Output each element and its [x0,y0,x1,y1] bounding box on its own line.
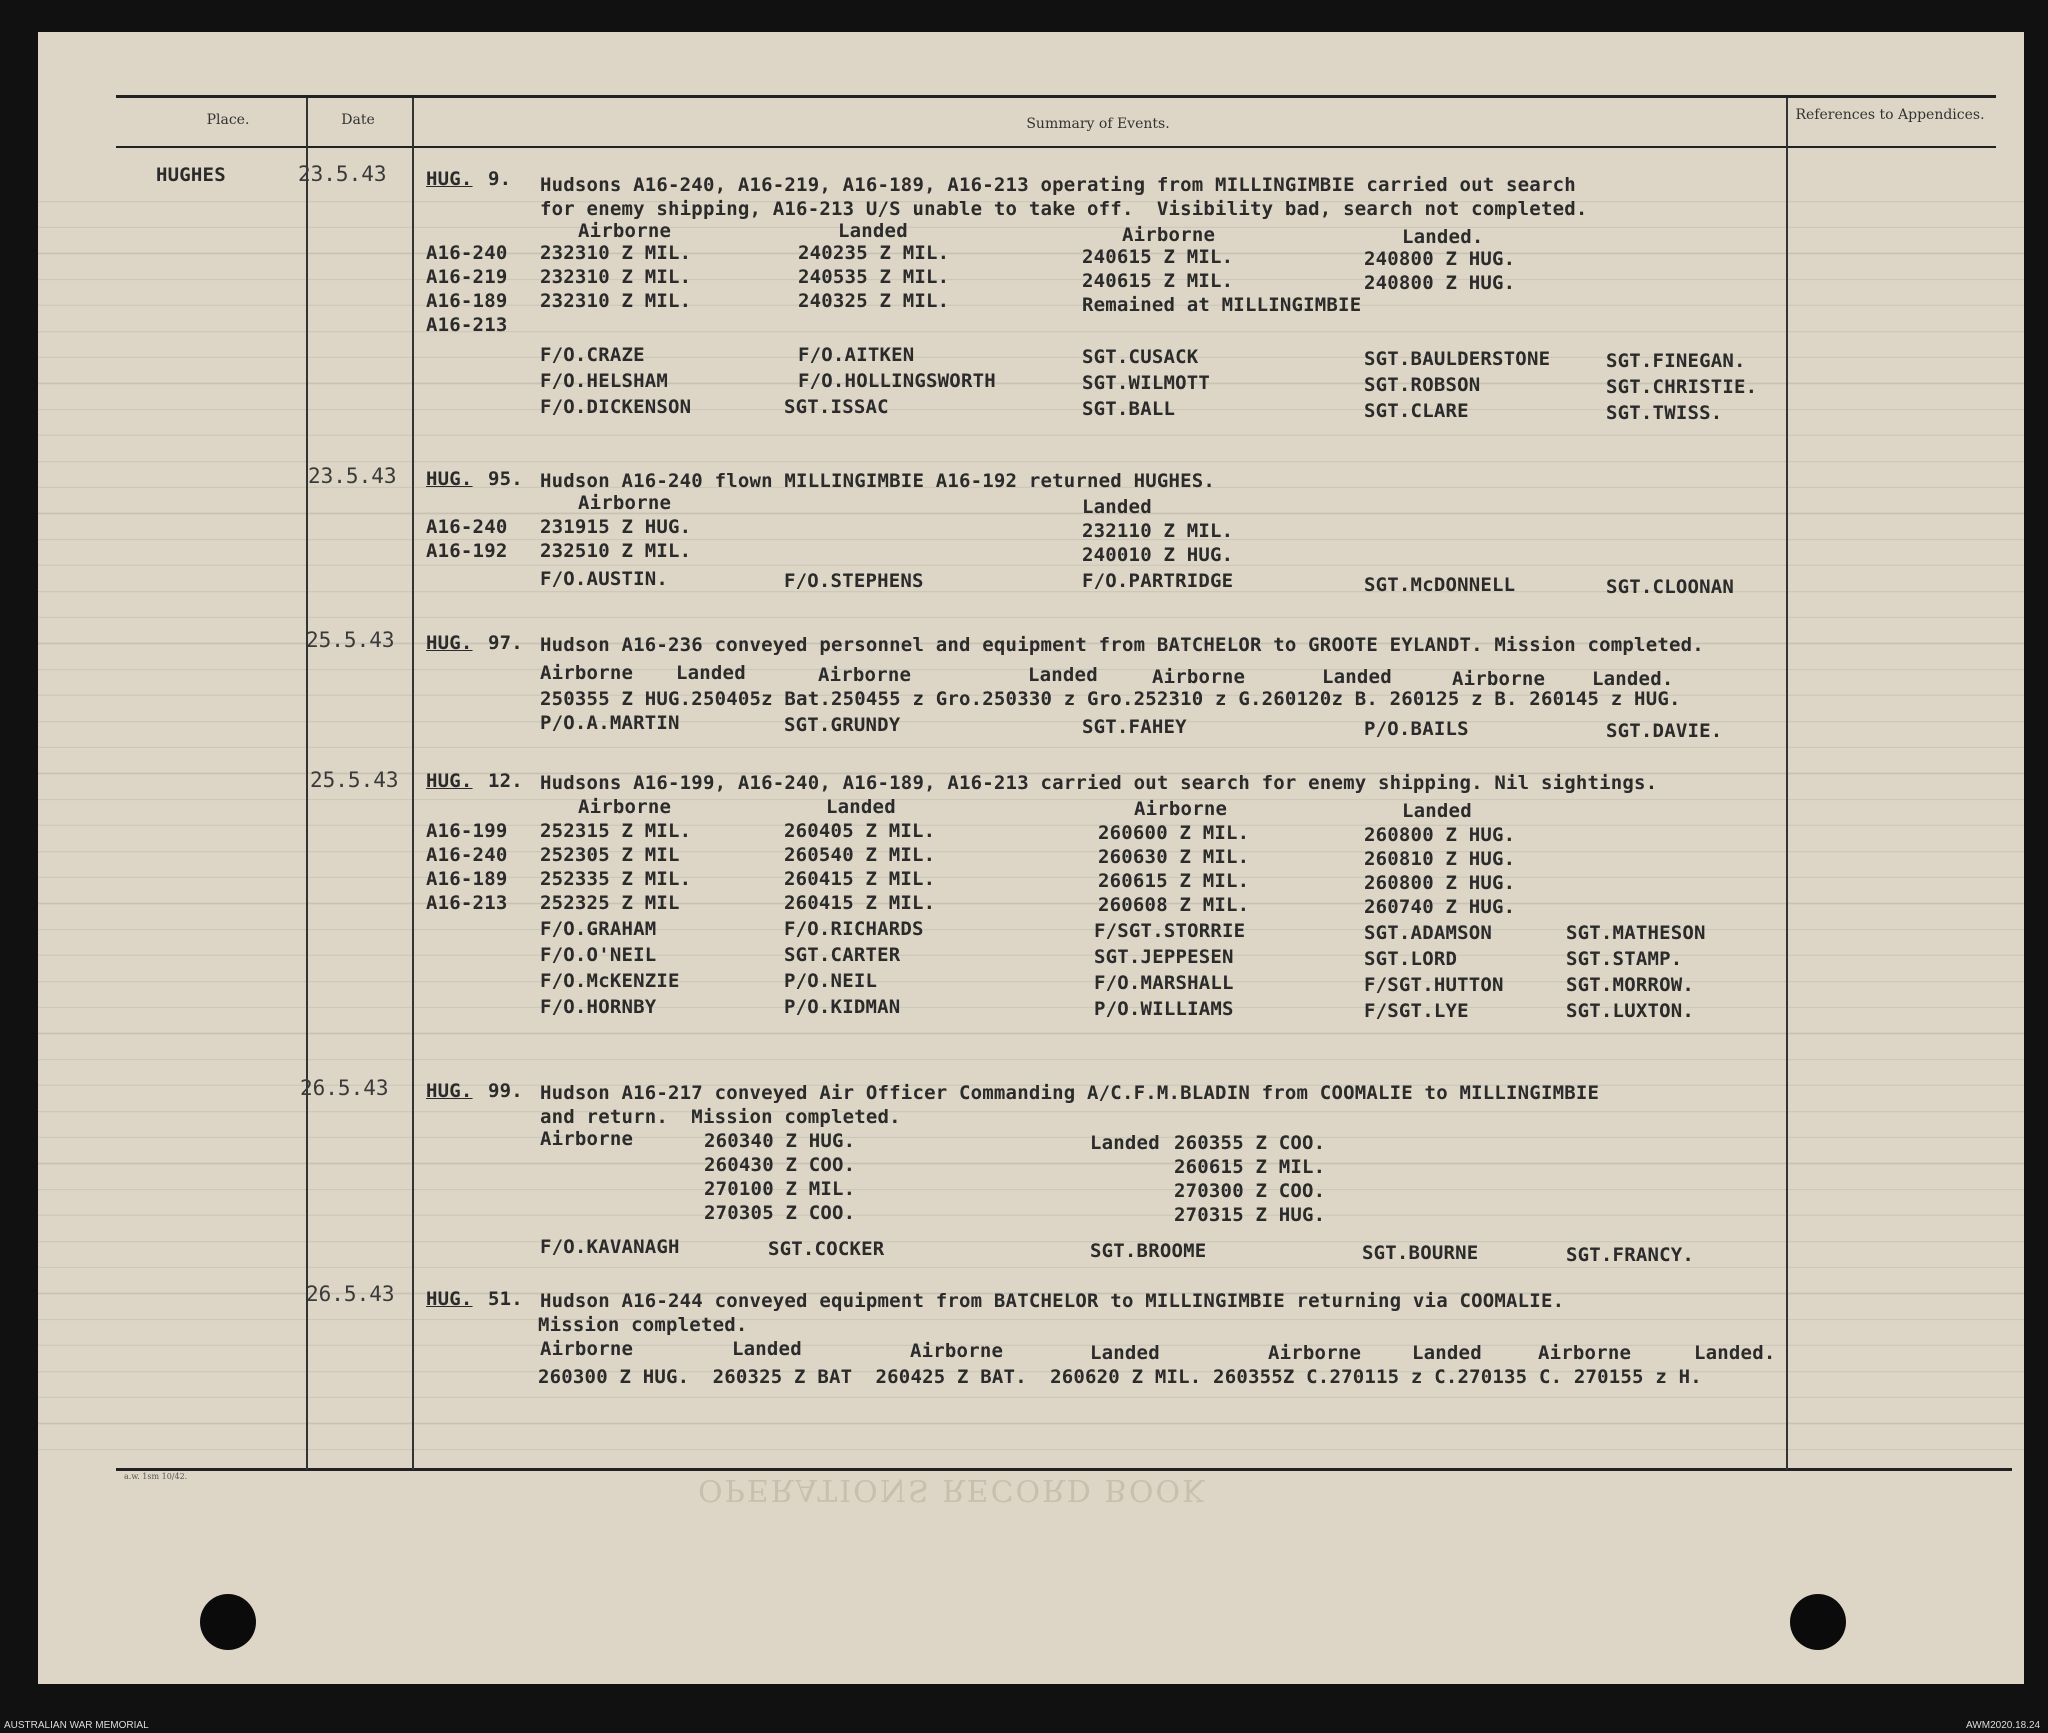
crew-name: P/O.BAILS [1364,718,1469,740]
crew-name: P/O.KIDMAN [784,996,901,1018]
entry-number: 99. [488,1080,523,1102]
entry-number: 9. [488,168,512,190]
time-value: 240235 Z MIL. [798,242,950,264]
column-label: Landed [1028,664,1098,686]
time-value: 270300 Z COO. [1174,1180,1326,1202]
time-value: 260405 Z MIL. [784,820,936,842]
crew-name: P/O.A.MARTIN [540,712,680,734]
entry-summary-line: for enemy shipping, A16-213 U/S unable to take off. Visibility bad, search not completed. [540,198,1588,220]
aircraft-id: A16-240 [426,844,508,866]
time-value: 232310 Z MIL. [540,266,692,288]
column-label: Airborne [1152,666,1246,688]
header-rule [116,146,1996,148]
time-value: 240800 Z HUG. [1364,248,1516,270]
crew-name: SGT.MORROW. [1566,974,1695,996]
time-value: 240010 Z HUG. [1082,544,1234,566]
time-value: 260415 Z MIL. [784,868,936,890]
time-value: 240800 Z HUG. [1364,272,1516,294]
column-label: Airborne [540,1128,634,1150]
entry-summary-line: Hudson A16-240 flown MILLINGIMBIE A16-192 returned HUGHES. [540,470,1216,492]
crew-name: SGT.COCKER [768,1238,885,1260]
crew-name: SGT.DAVIE. [1606,720,1723,742]
column-label: Landed [1090,1342,1160,1364]
time-value: 252305 Z MIL [540,844,680,866]
time-value: 252325 Z MIL [540,892,680,914]
column-label: Landed [1082,496,1152,518]
column-label: Landed. [1592,668,1674,690]
header-date: Date [341,112,375,128]
column-label: Landed [1412,1342,1482,1364]
crew-name: SGT.FAHEY [1082,716,1187,738]
column-label: Airborne [1452,668,1546,690]
entry-date: 25.5.43 [306,628,395,652]
crew-name: SGT.WILMOTT [1082,372,1211,394]
time-value: 260355 Z COO. [1174,1132,1326,1154]
crew-name: F/O.HOLLINGSWORTH [798,370,996,392]
time-value: 240325 Z MIL. [798,290,950,312]
crew-name: SGT.FRANCY. [1566,1244,1695,1266]
entry-summary-line: Hudson A16-244 conveyed equipment from BATCHELOR to MILLINGIMBIE returning via COOMALIE. [540,1290,1565,1312]
column-label: Airborne [578,796,672,818]
crew-name: F/O.McKENZIE [540,970,680,992]
time-value: 232310 Z MIL. [540,290,692,312]
column-label: Airborne [1268,1342,1362,1364]
crew-name: SGT.LORD [1364,948,1458,970]
crew-name: F/O.O'NEIL [540,944,657,966]
punch-hole-right [1790,1594,1846,1650]
column-label: Airborne [540,1338,634,1360]
column-label: Airborne [910,1340,1004,1362]
column-label: Airborne [540,662,634,684]
crew-name: SGT.MATHESON [1566,922,1706,944]
time-value: 240615 Z MIL. [1082,246,1234,268]
crew-name: F/O.PARTRIDGE [1082,570,1234,592]
remark: Remained at MILLINGIMBIE [1082,294,1362,316]
time-value: 270305 Z COO. [704,1202,856,1224]
crew-name: F/O.STEPHENS [784,570,924,592]
crew-name: F/O.GRAHAM [540,918,657,940]
time-value: 252315 Z MIL. [540,820,692,842]
column-label: Landed. [1694,1342,1776,1364]
place-value: HUGHES [156,164,226,186]
crew-name: SGT.CLOONAN [1606,576,1735,598]
column-label: Landed. [1402,226,1484,248]
aircraft-id: A16-240 [426,516,508,538]
time-value: 232510 Z MIL. [540,540,692,562]
entry-date: 23.5.43 [308,464,397,488]
col-divider-3 [1786,98,1788,1470]
entry-date: 26.5.43 [306,1282,395,1306]
top-rule [116,95,1996,98]
crew-name: F/O.HORNBY [540,996,657,1018]
time-value: 260615 Z MIL. [1098,870,1250,892]
time-value: 260600 Z MIL. [1098,822,1250,844]
crew-name: SGT.CARTER [784,944,901,966]
crew-name: SGT.BALL [1082,398,1176,420]
time-value: 232110 Z MIL. [1082,520,1234,542]
header-band [38,32,2024,182]
entry-number: 12. [488,770,523,792]
column-label: Airborne [1134,798,1228,820]
column-label: Airborne [578,220,672,242]
entry-date: 23.5.43 [298,162,387,186]
time-value: 270100 Z MIL. [704,1178,856,1200]
crew-name: F/O.AITKEN [798,344,915,366]
time-value: 260800 Z HUG. [1364,872,1516,894]
aircraft-id: A16-240 [426,242,508,264]
archive-caption-left: AUSTRALIAN WAR MEMORIAL [4,1720,149,1731]
aircraft-id: A16-192 [426,540,508,562]
column-label: Landed [1322,666,1392,688]
entry-summary-line: Hudson A16-217 conveyed Air Officer Commanding A/C.F.M.BLADIN from COOMALIE to MILLINGIMBIE [540,1082,1600,1104]
time-value: 260608 Z MIL. [1098,894,1250,916]
entry-summary-line: Hudsons A16-240, A16-219, A16-189, A16-213 operating from MILLINGIMBIE carried out search [540,174,1576,196]
time-value: 260800 Z HUG. [1364,824,1516,846]
crew-name: SGT.ADAMSON [1364,922,1493,944]
entry-code: HUG. [426,168,473,190]
crew-name: SGT.BROOME [1090,1240,1207,1262]
crew-name: SGT.McDONNELL [1364,574,1516,596]
crew-name: F/SGT.HUTTON [1364,974,1504,996]
column-label: Airborne [1122,224,1216,246]
punch-hole-left [200,1594,256,1650]
time-value: 260740 Z HUG. [1364,896,1516,918]
crew-name: SGT.CLARE [1364,400,1469,422]
crew-name: SGT.JEPPESEN [1094,946,1234,968]
column-label: Airborne [1538,1342,1632,1364]
times-line: 260300 Z HUG. 260325 Z BAT 260425 Z BAT. 260620 Z MIL. 260355Z C.270115 z C.270135 C. 270155 z H. [538,1366,1702,1388]
form-number: a.w. 1sm 10/42. [124,1472,188,1481]
crew-name: SGT.CUSACK [1082,346,1199,368]
time-value: 260340 Z HUG. [704,1130,856,1152]
archive-caption-right: AWM2020.18.24 [1966,1720,2041,1731]
aircraft-id: A16-189 [426,290,508,312]
column-label: Landed [732,1338,802,1360]
aircraft-id: A16-199 [426,820,508,842]
entry-code: HUG. [426,1080,473,1102]
col-divider-2 [412,98,414,1470]
col-divider-1 [306,98,308,1470]
crew-name: SGT.BAULDERSTONE [1364,348,1551,370]
crew-name: SGT.TWISS. [1606,402,1723,424]
header-summary: Summary of Events. [1026,116,1170,132]
crew-name: SGT.BOURNE [1362,1242,1479,1264]
crew-name: SGT.CHRISTIE. [1606,376,1758,398]
column-label: Landed [676,662,746,684]
entry-number: 95. [488,468,523,490]
entry-summary-line: Mission completed. [538,1314,748,1336]
crew-name: F/O.RICHARDS [784,918,924,940]
entry-summary-line: and return. Mission completed. [540,1106,901,1128]
entry-summary-line: Hudson A16-236 conveyed personnel and equipment from BATCHELOR to GROOTE EYLANDT. Mission completed. [540,634,1704,656]
time-value: 270315 Z HUG. [1174,1204,1326,1226]
time-value: 260630 Z MIL. [1098,846,1250,868]
entry-code: HUG. [426,770,473,792]
entry-number: 97. [488,632,523,654]
crew-name: SGT.STAMP. [1566,948,1683,970]
crew-name: SGT.FINEGAN. [1606,350,1746,372]
entry-number: 51. [488,1288,523,1310]
aircraft-id: A16-219 [426,266,508,288]
header-place: Place. [206,112,250,128]
entry-summary-line: Hudsons A16-199, A16-240, A16-189, A16-213 carried out search for enemy shipping. Nil sightings. [540,772,1658,794]
crew-name: P/O.NEIL [784,970,878,992]
entry-date: 25.5.43 [310,768,399,792]
time-value: 231915 Z HUG. [540,516,692,538]
entry-code: HUG. [426,468,473,490]
aircraft-id: A16-213 [426,892,508,914]
column-label: Airborne [818,664,912,686]
header-references: References to Appendices. [1795,107,1985,123]
entry-code: HUG. [426,1288,473,1310]
entry-code: HUG. [426,632,473,654]
aircraft-id: A16-189 [426,868,508,890]
crew-name: P/O.WILLIAMS [1094,998,1234,1020]
times-line: 250355 Z HUG.250405z Bat.250455 z Gro.250330 z Gro.252310 z G.260120z B. 260125 z B. 260145 z HUG. [540,688,1681,710]
time-value: 252335 Z MIL. [540,868,692,890]
bleed-through-text: OPERATIONS RECORD BOOK [698,1472,1207,1507]
crew-name: F/O.HELSHAM [540,370,669,392]
crew-name: SGT.ROBSON [1364,374,1481,396]
crew-name: SGT.LUXTON. [1566,1000,1695,1022]
column-label: Landed [826,796,896,818]
time-value: 240615 Z MIL. [1082,270,1234,292]
crew-name: F/O.KAVANAGH [540,1236,680,1258]
crew-name: F/SGT.LYE [1364,1000,1469,1022]
time-value: 240535 Z MIL. [798,266,950,288]
time-value: 260430 Z COO. [704,1154,856,1176]
aircraft-id: A16-213 [426,314,508,336]
crew-name: F/SGT.STORRIE [1094,920,1246,942]
time-value: 260415 Z MIL. [784,892,936,914]
crew-name: F/O.MARSHALL [1094,972,1234,994]
crew-name: SGT.GRUNDY [784,714,901,736]
crew-name: SGT.ISSAC [784,396,889,418]
crew-name: F/O.AUSTIN. [540,568,669,590]
time-value: 232310 Z MIL. [540,242,692,264]
crew-name: F/O.CRAZE [540,344,645,366]
time-value: 260615 Z MIL. [1174,1156,1326,1178]
column-label: Airborne [578,492,672,514]
column-label: Landed [838,220,908,242]
time-value: 260540 Z MIL. [784,844,936,866]
column-label: Landed [1090,1132,1160,1154]
bottom-rule [116,1468,2012,1471]
record-sheet [38,32,2024,1684]
crew-name: F/O.DICKENSON [540,396,692,418]
column-label: Landed [1402,800,1472,822]
entry-date: 26.5.43 [300,1076,389,1100]
time-value: 260810 Z HUG. [1364,848,1516,870]
